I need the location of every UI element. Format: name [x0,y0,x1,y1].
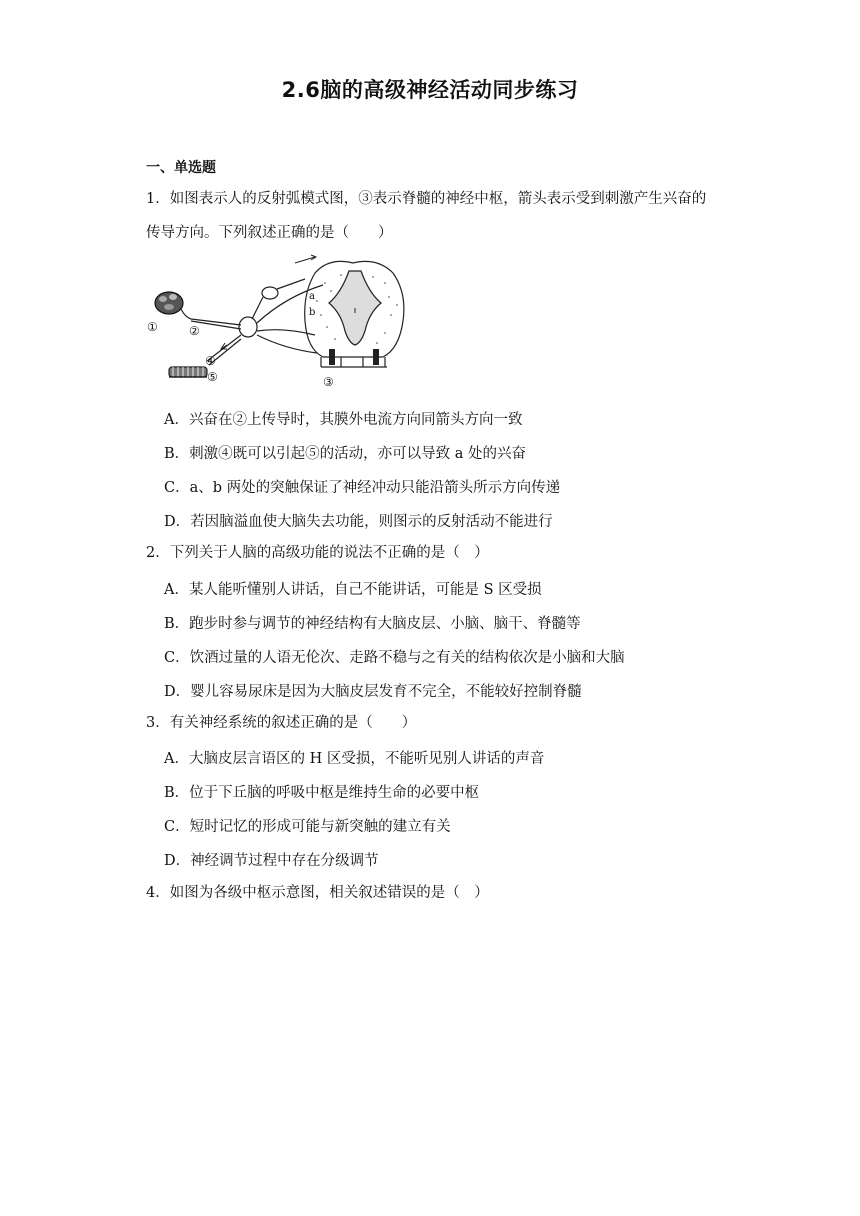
page-title: 2.6脑的高级神经活动同步练习 [281,78,579,102]
spinal-cord-section [305,261,404,367]
question-3-stem: 3．有关神经系统的叙述正确的是（ ） [146,715,417,731]
q2-option-d[interactable]: D．婴儿容易尿床是因为大脑皮层发育不完全，不能较好控制脊髓 [164,684,582,700]
q3-option-a[interactable]: A．大脑皮层言语区的 H 区受损，不能听见别人讲话的声音 [164,751,545,767]
q2-option-a[interactable]: A．某人能听懂别人讲话，自己不能讲话，可能是 S 区受损 [164,582,542,598]
section-heading: 一、单选题 [146,160,216,176]
q1-option-d[interactable]: D．若因脑溢血使大脑失去功能，则图示的反射活动不能进行 [164,514,553,530]
q2-option-b[interactable]: B．跑步时参与调节的神经结构有大脑皮层、小脑、脑干、脊髓等 [164,616,581,632]
figure-label-4: ④ [205,354,216,368]
figure-label-1: ① [147,320,158,334]
q3-option-c[interactable]: C．短时记忆的形成可能与新突触的建立有关 [164,819,451,835]
figure-label-2: ② [189,324,200,338]
figure-label-a: a [309,291,315,302]
reflex-arc-figure [145,253,407,388]
figure-label-5: ⑤ [207,370,218,384]
q3-option-d[interactable]: D．神经调节过程中存在分级调节 [164,853,379,869]
q2-option-c[interactable]: C．饮酒过量的人语无伦次、走路不稳与之有关的结构依次是小脑和大脑 [164,650,625,666]
nerve-ganglion [239,317,257,337]
figure-label-3: ③ [323,375,334,388]
effector-muscle [169,367,207,377]
figure-label-b: b [309,307,316,318]
q1-option-a[interactable]: A．兴奋在②上传导时，其膜外电流方向同箭头方向一致 [164,412,523,428]
q1-option-c[interactable]: C．a、b 两处的突触保证了神经冲动只能沿箭头所示方向传递 [164,480,561,496]
question-1-stem: 1．如图表示人的反射弧模式图，③表示脊髓的神经中枢，箭头表示受到刺激产生兴奋的传导方向。下列叙述正确的是（ ） [146,191,707,241]
question-2-stem: 2．下列关于人脑的高级功能的说法不正确的是（ ） [146,545,489,561]
receptor-cluster [155,292,191,319]
q3-option-b[interactable]: B．位于下丘脑的呼吸中枢是维持生命的必要中枢 [164,785,480,801]
q1-option-b[interactable]: B．刺激④既可以引起⑤的活动，亦可以导致 a 处的兴奋 [164,446,527,462]
question-4-stem: 4．如图为各级中枢示意图，相关叙述错误的是（ ） [146,885,489,901]
